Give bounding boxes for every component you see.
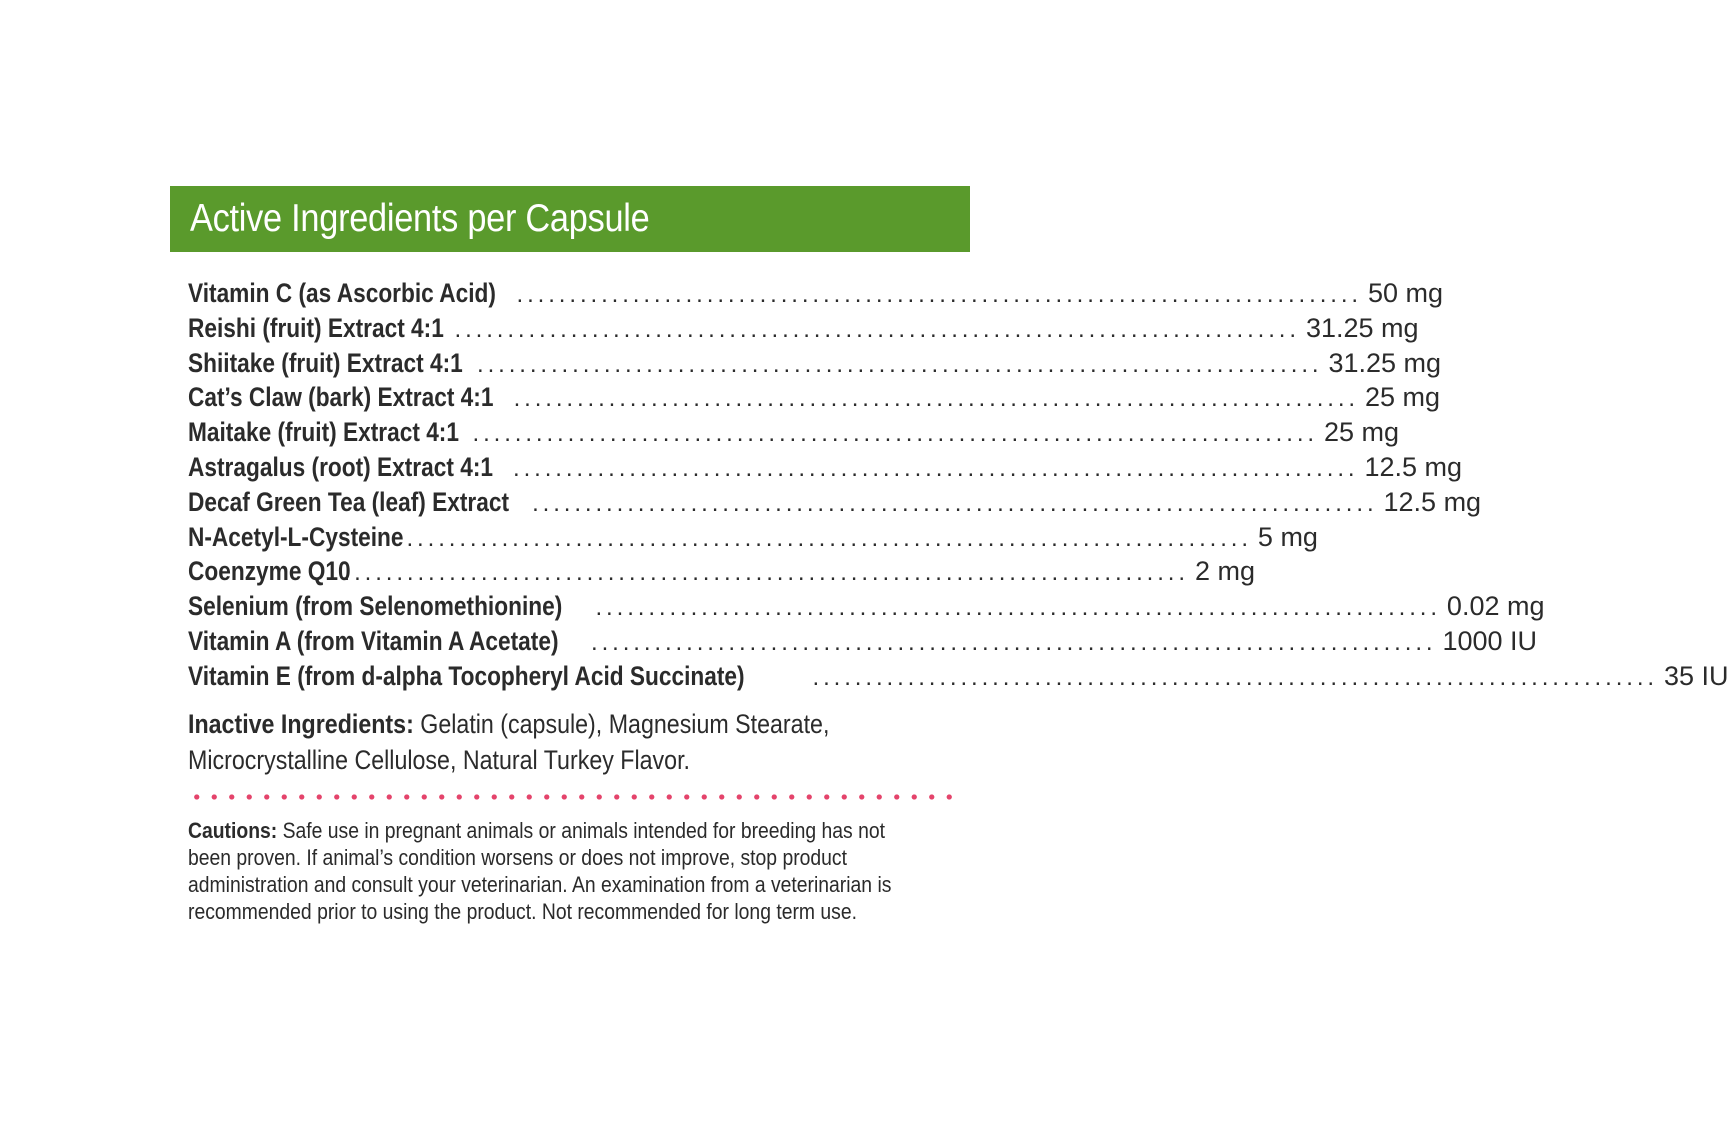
- ingredient-amount: 25 mg: [1365, 382, 1441, 413]
- ingredient-row: [188, 485, 1482, 520]
- ingredient-name: N-Acetyl-L-Cysteine: [188, 521, 404, 552]
- inactive-ingredients: [188, 706, 962, 778]
- dot-leader: ................................................................................: [595, 594, 1441, 622]
- ingredient-name: Shiitake (fruit) Extract 4:1: [188, 347, 463, 378]
- ingredient-name: Astragalus (root) Extract 4:1: [188, 451, 493, 482]
- ingredient-name: Coenzyme Q10: [188, 556, 351, 587]
- inactive-ingredients-label: Inactive Ingredients:: [188, 709, 414, 739]
- ingredient-name: Vitamin E (from d-alpha Tocopheryl Acid Succinate): [188, 660, 745, 691]
- ingredient-name: Reishi (fruit) Extract 4:1: [188, 312, 444, 343]
- dot-leader: ................................................................................: [513, 385, 1359, 413]
- ingredient-row: [188, 415, 1399, 450]
- dot-leader: ................................................................................: [516, 281, 1362, 308]
- cautions-label: Cautions:: [188, 818, 278, 843]
- ingredient-row: [188, 450, 1463, 485]
- ingredient-name: Cat’s Claw (bark) Extract 4:1: [188, 382, 494, 413]
- ingredient-amount: 5 mg: [1257, 521, 1318, 552]
- ingredient-name: Vitamin C (as Ascorbic Acid): [188, 278, 496, 308]
- ingredient-name: Maitake (fruit) Extract 4:1: [188, 417, 459, 448]
- ingredient-row: [188, 311, 1419, 346]
- dot-leader: ................................................................................: [513, 454, 1359, 482]
- dot-leader: ................................................................................: [532, 489, 1378, 517]
- ingredient-amount: 25 mg: [1323, 417, 1399, 448]
- dot-leader: ................................................................................: [591, 628, 1437, 656]
- dot-leader: ................................................................................: [812, 663, 1658, 691]
- ingredient-name: Vitamin A (from Vitamin A Acetate): [188, 625, 559, 656]
- ingredient-amount: 2 mg: [1194, 556, 1255, 587]
- ingredient-row: [188, 659, 1729, 694]
- header-bar: [170, 186, 970, 252]
- ingredient-row: [188, 624, 1538, 659]
- dot-leader: ................................................................................: [406, 524, 1252, 552]
- inactive-ingredients-text: Gelatin (capsule), Magnesium Stearate, Microcrystalline Cellulose, Natural Turkey Flavor.: [188, 709, 830, 775]
- ingredient-row: [188, 589, 1545, 624]
- ingredient-row: [188, 554, 1255, 589]
- ingredients-list: [188, 276, 1729, 694]
- ingredient-row: [188, 276, 1444, 311]
- ingredient-row: [188, 520, 1318, 555]
- ingredient-row: [188, 346, 1442, 381]
- ingredient-amount: 35 IU: [1663, 660, 1729, 691]
- ingredient-amount: 0.02 mg: [1446, 591, 1545, 622]
- cautions-text: Safe use in pregnant animals or animals intended for breeding has not been proven. If animal’s condition worsens or does not improve, stop product administration and consult your veterinarian. An examination from a veterinarian is recommended prior to using the product. Not recommended for long term use.: [188, 818, 892, 924]
- ingredient-amount: 12.5 mg: [1364, 451, 1463, 482]
- dot-leader: ................................................................................: [343, 559, 1189, 587]
- ingredient-amount: 50 mg: [1367, 278, 1444, 308]
- dot-leader: ................................................................................: [477, 350, 1323, 378]
- page-title: Active Ingredients per Capsule: [190, 197, 650, 240]
- ingredient-name: Selenium (from Selenomethionine): [188, 591, 563, 622]
- ingredient-amount: 31.25 mg: [1328, 347, 1442, 378]
- ingredient-row: [188, 380, 1441, 415]
- dot-leader: ................................................................................: [454, 315, 1300, 343]
- dot-leader: ................................................................................: [472, 420, 1318, 448]
- dotted-divider: [188, 793, 956, 801]
- ingredient-amount: 12.5 mg: [1383, 486, 1482, 517]
- cautions: [188, 817, 910, 925]
- ingredient-amount: 1000 IU: [1442, 625, 1538, 656]
- ingredient-amount: 31.25 mg: [1305, 312, 1419, 343]
- ingredient-name: Decaf Green Tea (leaf) Extract: [188, 486, 510, 517]
